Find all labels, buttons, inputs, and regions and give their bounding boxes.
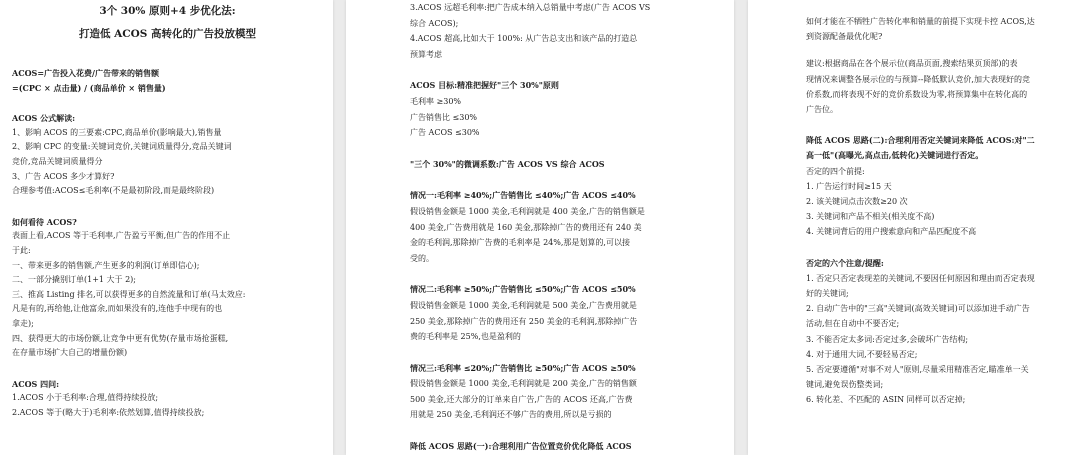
acos-four-questions-heading: ACOS 四问: <box>12 378 60 389</box>
text-line: 合理参考值:ACOS≤毛利率(不是最初阶段,而是最终阶段) <box>12 186 215 196</box>
fine-tune-heading: "三个 30%"的微调系数:广告 ACOS VS 综合 ACOS <box>410 158 605 169</box>
text-line: 4. 对于通用大词,不要轻易否定; <box>806 349 918 359</box>
text-line: 广告 ACOS ≤30% <box>410 128 480 138</box>
doc-title-line-1: 3个 30% 原则+4 步优化法: <box>99 5 236 17</box>
text-line: 3.ACOS 远超毛利率:把广告成本纳入总销量中考虑(广告 ACOS VS <box>410 3 651 12</box>
formula-expression: =(CPC × 点击量) / (商品单价 × 销售量) <box>12 82 166 93</box>
document-page-1 <box>0 0 333 455</box>
doc-title-line-2: 打造低 ACOS 高转化的广告投放模型 <box>78 28 257 40</box>
text-line: 2.ACOS 等于(略大于)毛利率:依然划算,值得持续投放; <box>12 407 205 417</box>
case-3-heading: 情况三:毛利率 ≤20%;广告销售比 ≥50%;广告 ACOS ≥50% <box>410 362 636 373</box>
text-line: 4. 关键词背后的用户搜索意向和产品匹配度不高 <box>806 227 977 237</box>
text-line: 四、获得更大的市场份额,让竞争中更有优势(存量市场抢蛋糕, <box>12 333 229 343</box>
text-line: 三、推高 Listing 排名,可以获得更多的自然流量和订单(马太效应: <box>12 289 246 299</box>
text-line: 500 美金,还大部分的订单来自广告,广告的 ACOS 还高,广告费 <box>410 394 633 404</box>
text-line: 到资源配备最优化呢? <box>806 32 883 42</box>
text-line: 于此: <box>12 245 31 255</box>
text-line: 如何才能在不牺牲广告转化率和销量的前提下实现卡控 ACOS,达 <box>806 17 1035 26</box>
text-line: 一、带来更多的销售额,产生更多的利润(订单即信心); <box>12 260 200 270</box>
acos-target-heading: ACOS 目标:精准把握好"三个 30%"原则 <box>410 80 559 91</box>
text-line: 4.ACOS 超高,比如大于 100%: 从广告总支出和该产品的打造总 <box>410 34 638 44</box>
text-line: 2. 该关键词点击次数≥20 次 <box>806 197 908 207</box>
text-line: 价系数,而将表现不好的竞价系数设为零,将预算集中在转化高的 <box>806 89 1028 99</box>
text-line: 受的。 <box>410 253 434 263</box>
text-line: 活动,但在自动中不要否定; <box>806 319 900 329</box>
text-line: 2. 自动广告中的"三高"关键词(高效关键词)可以添加进手动广告 <box>806 304 1030 314</box>
text-line: 3、广告 ACOS 多少才算好? <box>12 171 115 181</box>
case-1-heading: 情况一:毛利率 ≥40%;广告销售比 ≤40%;广告 ACOS ≤40% <box>410 190 636 201</box>
text-line: 3. 关键词和产品不相关(相关度不高) <box>806 212 935 222</box>
text-line: 1.ACOS 小于毛利率:合理,值得持续投放; <box>12 393 159 403</box>
text-line: 竞价,竞品关键词质量得分 <box>12 156 103 166</box>
text-line: 250 美金,那除掉广告的费用还有 250 美金的毛利润,那除掉广告 <box>410 316 638 326</box>
case-2-heading: 情况二:毛利率 ≥50%;广告销售比 ≤50%;广告 ACOS ≤50% <box>410 284 636 295</box>
text-line: 1. 否定只否定表现差的关键词,不要因任何原因和理由而否定表现 <box>806 273 1035 283</box>
text-line: 广告销售比 ≤30% <box>410 112 478 122</box>
document-page-2 <box>346 0 734 455</box>
text-line: 否定的四个前提: <box>806 166 865 176</box>
text-line: 5. 否定要遵循"对事不对人"原则,尽量采用精准否定,瞄准单一关 <box>806 365 1029 375</box>
text-line: 好的关键词; <box>806 289 849 299</box>
text-line: 键词,避免误伤整类词; <box>806 380 884 390</box>
idea-2-heading: 降低 ACOS 思路(二):合理利用否定关键词来降低 ACOS:对"二 <box>806 135 1035 146</box>
text-line: 综合 ACOS); <box>410 18 459 28</box>
formula-heading: ACOS=广告投入花费/广告带来的销售额 <box>12 68 159 78</box>
text-line: 用就是 250 美金,毛利润还不够广告的费用,所以是亏损的 <box>410 410 612 420</box>
text-line: 凡是有的,再给他,让他富余,而如果没有的,连他手中现有的也 <box>12 304 223 314</box>
text-line: 3. 不能否定太多词:否定过多,会破坏广告结构; <box>806 334 969 344</box>
document-page-3 <box>748 0 1080 455</box>
text-line: 假设销售金额是 1000 美金,毛利润就是 200 美金,广告的销售额 <box>410 379 637 389</box>
text-line: 假设销售金额是 1000 美金,毛利润就是 500 美金,广告费用就是 <box>410 300 637 310</box>
text-line: 在存量市场扩大自己的增量份额) <box>12 348 128 358</box>
text-line: 拿走); <box>12 318 34 328</box>
text-line: 金的毛利润,那除掉广告费的毛利率是 24%,那是划算的,可以接 <box>410 238 630 248</box>
text-line: 二、一部分撬别订单(1+1 大于 2); <box>12 275 136 285</box>
text-line: 费的毛利率是 25%,也是盈利的 <box>410 332 521 342</box>
text-line: 假设销售金额是 1000 美金,毛利润就是 400 美金,广告的销售额是 <box>410 206 645 216</box>
text-line: 1、影响 ACOS 的三要素:CPC,商品单价(影响最大),销售量 <box>12 127 222 137</box>
formula-interpretation-heading: ACOS 公式解读: <box>12 113 76 124</box>
text-line: 2、影响 CPC 的变量:关键词竞价,关键词质量得分,竞品关键词 <box>12 142 232 152</box>
text-line: 现情况来调整各展示位的与预算--降低默认竞价,加大表现好的竞 <box>806 74 1030 84</box>
idea-1-heading: 降低 ACOS 思路(一):合理利用广告位置竞价优化降低 ACOS <box>410 441 632 452</box>
text-line: 毛利率 ≥30% <box>410 96 462 106</box>
text-line: 表面上看,ACOS 等于毛利率,广告盈亏平衡,但广告的作用不止 <box>12 231 231 241</box>
negation-notes-heading: 否定的六个注意/提醒: <box>806 257 884 268</box>
text-line: 400 美金,广告费用就是 160 美金,那除掉广告的费用还有 240 美 <box>410 222 642 232</box>
view-acos-heading: 如何看待 ACOS? <box>12 216 77 227</box>
idea-2-heading: 高一低"(高曝光,高点击,低转化)关键词进行否定。 <box>806 150 984 161</box>
text-line: 6. 转化差、不匹配的 ASIN 同样可以否定掉; <box>806 395 966 405</box>
text-line: 建议:根据商品在各个展示位(商品页面,搜索结果页顶部)的表 <box>806 59 1018 69</box>
text-line: 1. 广告运行时间≥15 天 <box>806 181 892 191</box>
text-line: 预算考虑 <box>410 49 442 59</box>
text-line: 广告位。 <box>806 105 838 115</box>
